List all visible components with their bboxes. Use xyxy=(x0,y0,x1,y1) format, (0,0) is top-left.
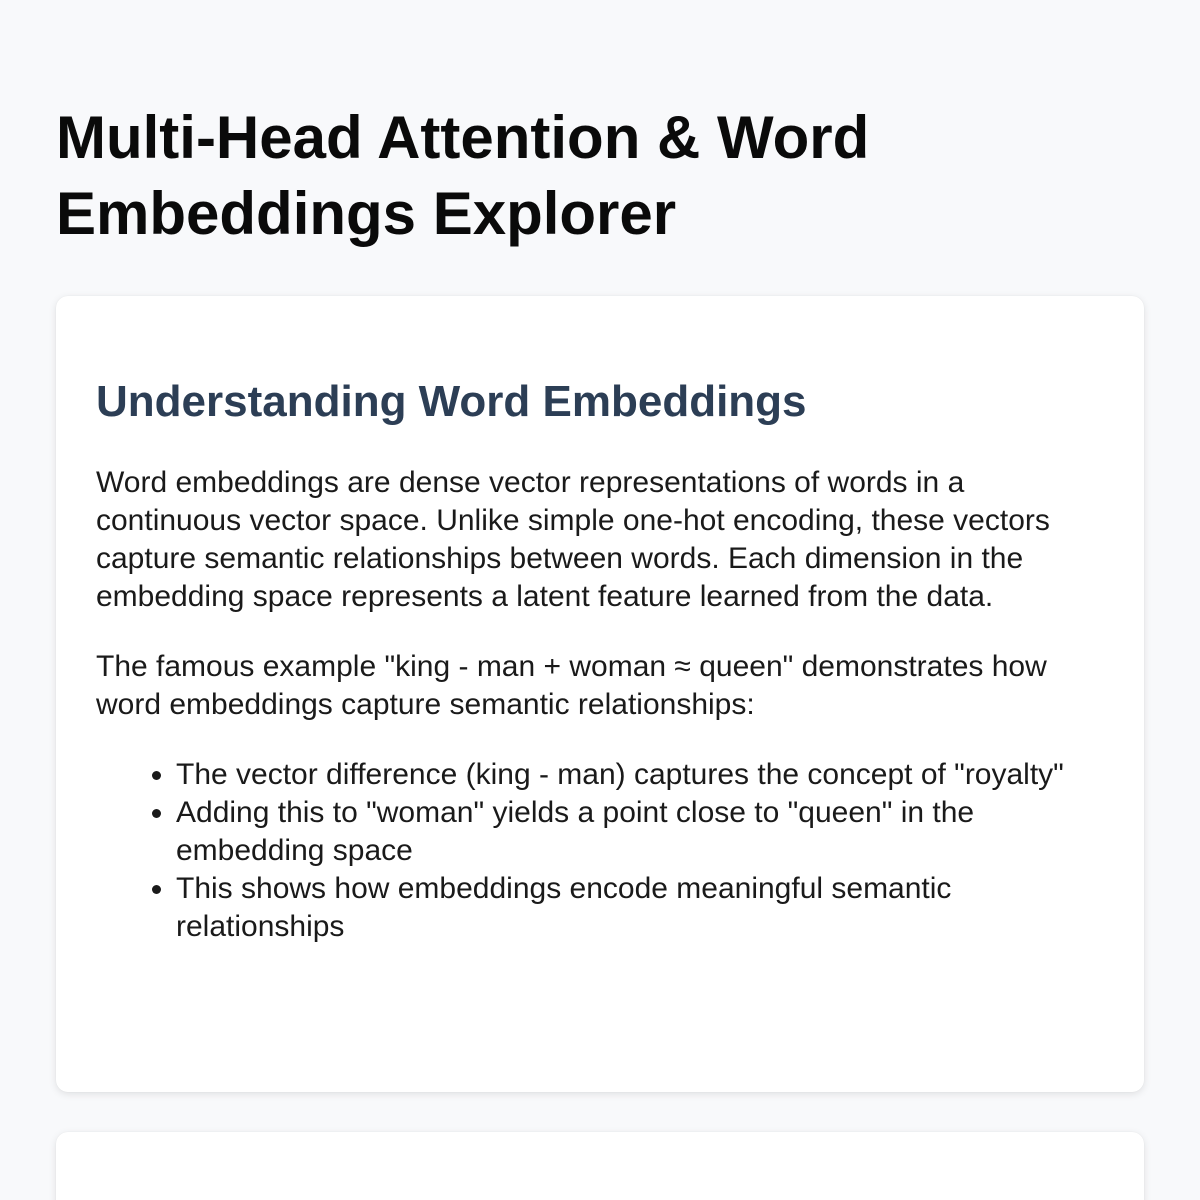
list-item: • Adding this to "woman" yields a point close to "queen" in the embedding space xyxy=(176,794,1104,870)
example-paragraph: The famous example "king - man + woman ≈ queen" demonstrates how word embeddings capture semantic relationships: xyxy=(96,650,1047,721)
section-heading: Understanding Word Embeddings xyxy=(96,377,807,426)
relationship-list xyxy=(96,756,1104,946)
next-card xyxy=(56,1132,1144,1200)
list-item: • The vector difference (king - man) captures the concept of "royalty" xyxy=(176,756,1104,794)
list-item: • This shows how embeddings encode meaningful semantic relationships xyxy=(176,870,1104,946)
intro-paragraph: Word embeddings are dense vector representations of words in a continuous vector space. Unlike simple one-hot encoding, these vectors capture semantic relationships between words. Each dimension in the embedding space represents a latent feature learned from the data. xyxy=(96,466,1050,613)
page-header xyxy=(56,100,1144,252)
embeddings-card xyxy=(56,296,1144,1092)
page-title: Multi-Head Attention & Word Embeddings Explorer xyxy=(56,104,870,247)
